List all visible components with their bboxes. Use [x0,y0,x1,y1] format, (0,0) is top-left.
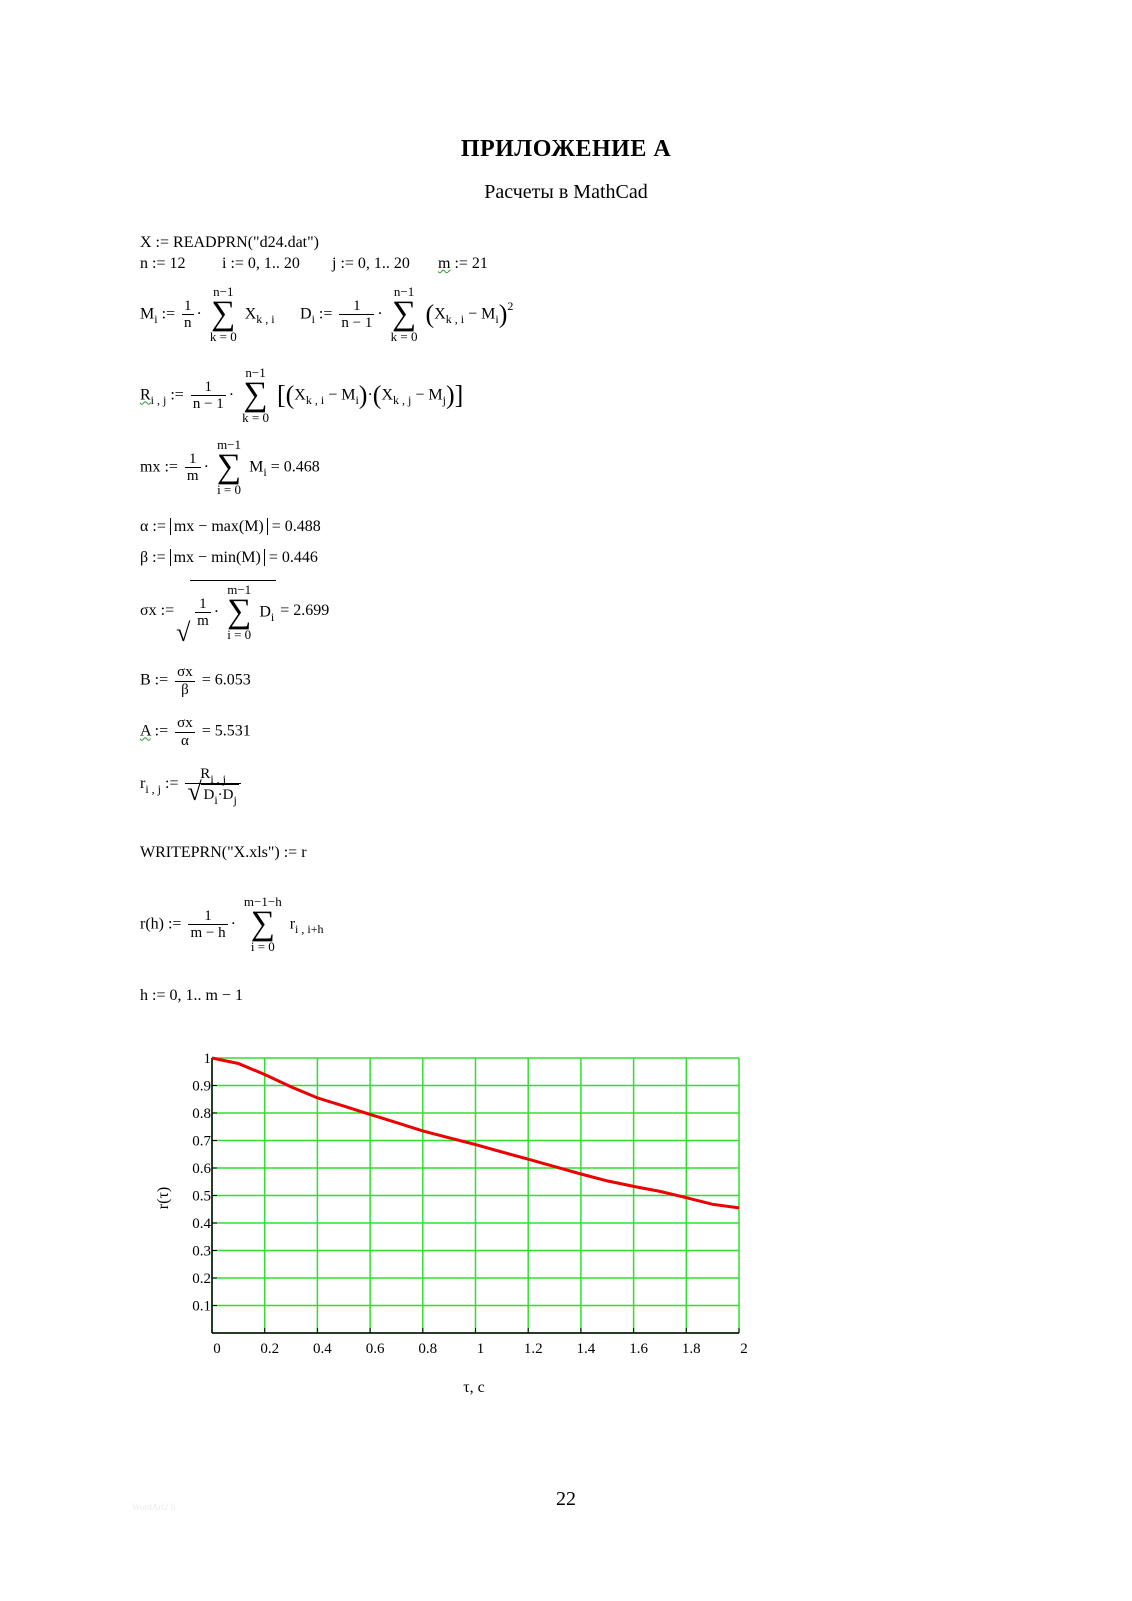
y-tick-label: 1 [203,1051,211,1067]
y-tick-label: 0.1 [192,1298,211,1315]
page-number: 22 [556,1488,576,1510]
y-tick-label: 0.8 [192,1106,211,1122]
y-tick-label: 0.9 [192,1078,211,1095]
y-axis-label: r(τ) [155,1186,172,1210]
b-formula: B := $\frac{\sigma x}{\beta}$ = 6.053 [140,664,251,698]
appendix-subheading: Расчеты в MathCad [484,181,648,203]
variance-fraction: $\frac{1}{n - 1}$ [341,297,373,332]
writeprn-line: WRITEPRN("X.xls") := r [140,844,307,861]
alpha-prefix: α := [140,518,170,535]
appendix-heading: ПРИЛОЖЕНИЕ А [460,136,672,162]
beta-prefix: β := [140,549,170,566]
mx-fraction: $\frac{1}{m}$ [186,450,199,485]
readprn-line: X := READPRN("d24.dat") [140,234,319,251]
x-tick-label: 1.2 [523,1341,543,1357]
a-formula: A := $\frac{\sigma x}{\alpha}$ = 5.531 [140,715,251,749]
j-range: j := 0, 1.. 20 [332,255,410,272]
b-result: = 6.053 [201,671,251,689]
sigma-sqrt: √ $\frac{1}{m}$ · m−1 ∑ i = 0 $D_i$ [190,580,276,642]
x-tick-label: 0.4 [313,1341,332,1357]
y-tick-label: 0.3 [192,1243,211,1260]
autocorrelation-formula: r(h) := $\frac{1}{m - h}$ · m−1−h ∑ i = 0 $r_{i , i+h}$ [140,894,324,954]
x-axis-label: τ, c [463,1379,485,1396]
beta-abs: mx − min(M) [170,549,265,566]
mx-result: = 0.468 [270,458,320,476]
x-tick-label: 1.4 [576,1341,596,1357]
covariance-formula: $R_{i , j}$ := $\frac{1}{n - 1}$ · n−1 ∑ k = 0 $[(X_{k , i} - M_i)\cdot(X_{k , j} - M_j)]$ [140,365,464,425]
y-tick-label: 0.5 [192,1188,211,1205]
mean-fraction: $\frac{1}{n}$ [184,297,192,332]
sigma-formula: σx := √ $\frac{1}{m}$ · m−1 ∑ i = 0 $D_i = 2.699$ [140,580,329,642]
alpha-abs: mx − max(M) [170,518,268,535]
covariance-fraction: $\frac{1}{n - 1}$ [192,378,224,413]
alpha-result: = 0.488 [271,518,321,535]
a-result: = 5.531 [201,722,251,740]
mean-sum: n−1 ∑ k = 0 [209,284,237,344]
x-tick-label: 1.8 [681,1341,701,1357]
y-tick-label: 0.2 [192,1271,211,1287]
h-range: h := 0, 1.. m − 1 [140,987,243,1004]
covariance-sum: n−1 ∑ k = 0 [242,365,269,425]
x-tick-label: 0.2 [260,1341,280,1357]
x-tick-label: 1 [476,1341,485,1357]
mean-formula: $M_i$ := $\frac{1}{n}$ · n−1 ∑ k = 0 $X_{k , i}$ [140,284,275,344]
mx-formula: mx := $\frac{1}{m}$ · m−1 ∑ i = 0 $M_i = 0.468$ [140,437,320,497]
m-assign-value: := 21 [450,255,488,272]
x-tick-label: 0.6 [365,1341,385,1357]
mx-sum: m−1 ∑ i = 0 [216,437,242,497]
beta-result: = 0.446 [268,549,318,566]
x-tick-label: 0 [213,1341,221,1357]
x-tick-label: 2 [740,1341,748,1357]
correlation-formula: $r_{i , j}$ := $R_{i , j}$ √ $D_i\cdot D_j$ [140,766,244,803]
y-tick-label: 0.4 [192,1216,211,1232]
x-tick-label: 0.8 [418,1341,438,1357]
i-range: i := 0, 1.. 20 [222,255,300,272]
variance-formula: $D_i$ := $\frac{1}{n - 1}$ · n−1 ∑ k = 0 $(X_{k , i} - M_i)^2$ [300,284,514,344]
chart-ticks [192,1051,748,1357]
m-var: m [438,255,451,272]
y-tick-label: 0.7 [192,1133,211,1150]
x-tick-label: 1.6 [629,1341,648,1357]
watermark: WordArt2 li [132,1502,176,1512]
y-tick-label: 0.6 [192,1161,211,1177]
chart-grid [212,1058,739,1333]
variance-sum: n−1 ∑ k = 0 [390,284,418,344]
sigma-result: = 2.699 [280,601,330,619]
n-assign: n := 12 [140,255,186,272]
